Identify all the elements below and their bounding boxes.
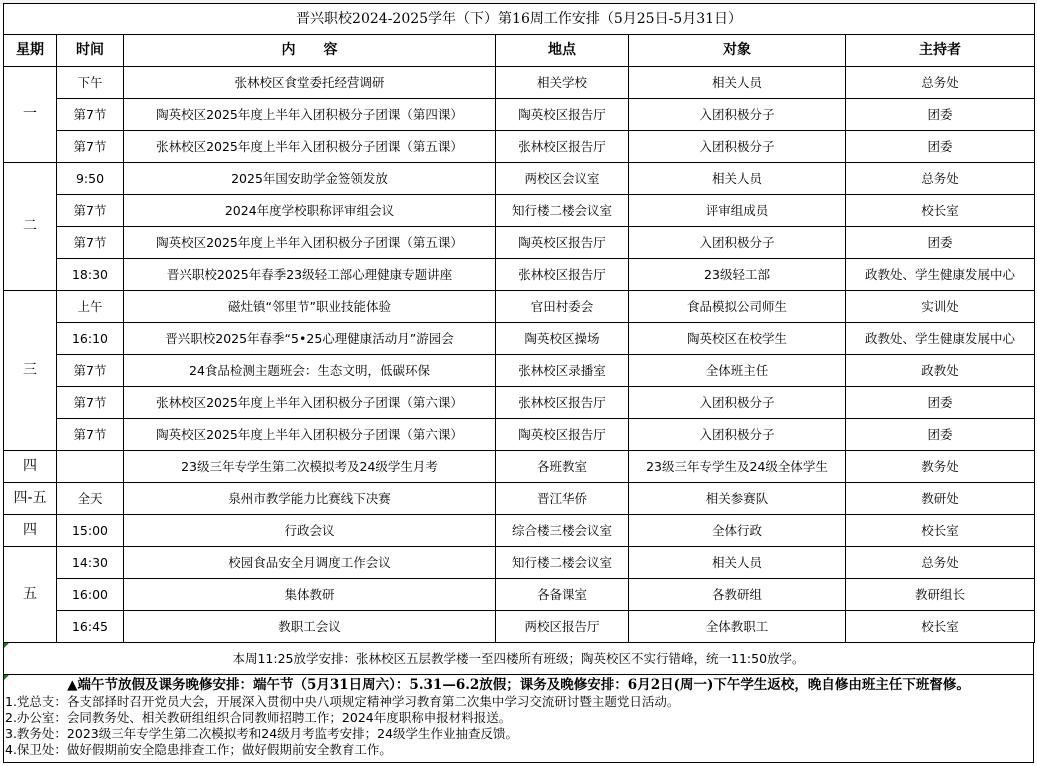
time-cell: 全天 xyxy=(57,483,124,515)
place-cell: 官田村委会 xyxy=(496,291,629,323)
place-cell: 各班教室 xyxy=(496,451,629,483)
host-cell: 团委 xyxy=(846,227,1035,259)
time-cell: 16:00 xyxy=(57,579,124,611)
time-cell: 第7节 xyxy=(57,227,124,259)
host-cell: 总务处 xyxy=(846,163,1035,195)
place-cell: 知行楼二楼会议室 xyxy=(496,195,629,227)
target-cell: 23级三年专学生及24级全体学生 xyxy=(629,451,846,483)
col-header-place: 地点 xyxy=(496,35,629,67)
time-cell: 9:50 xyxy=(57,163,124,195)
table-row xyxy=(4,259,1035,291)
table-row xyxy=(4,451,1035,483)
time-cell: 上午 xyxy=(57,291,124,323)
content-cell: 陶英校区2025年度上半年入团积极分子团课（第六课） xyxy=(124,419,496,451)
target-cell: 入团积极分子 xyxy=(629,131,846,163)
time-cell: 16:45 xyxy=(57,611,124,643)
target-cell: 相关人员 xyxy=(629,163,846,195)
content-cell: 2025年国安助学金签领发放 xyxy=(124,163,496,195)
place-cell: 陶英校区报告厅 xyxy=(496,227,629,259)
host-cell: 总务处 xyxy=(846,547,1035,579)
target-cell: 相关参赛队 xyxy=(629,483,846,515)
time-cell: 第7节 xyxy=(57,387,124,419)
content-cell: 2024年度学校职称评审组会议 xyxy=(124,195,496,227)
cell-comment-marker-icon xyxy=(4,675,9,680)
target-cell: 陶英校区在校学生 xyxy=(629,323,846,355)
day-cell: 五 xyxy=(4,547,57,643)
content-cell: 教职工会议 xyxy=(124,611,496,643)
target-cell: 入团积极分子 xyxy=(629,227,846,259)
host-cell: 总务处 xyxy=(846,67,1035,99)
place-cell: 知行楼二楼会议室 xyxy=(496,547,629,579)
target-cell: 相关人员 xyxy=(629,547,846,579)
target-cell: 评审组成员 xyxy=(629,195,846,227)
target-cell: 23级轻工部 xyxy=(629,259,846,291)
col-header-target: 对象 xyxy=(629,35,846,67)
content-cell: 行政会议 xyxy=(124,515,496,547)
host-cell: 政教处、学生健康发展中心 xyxy=(846,259,1035,291)
content-cell: 磁灶镇“邻里节”职业技能体验 xyxy=(124,291,496,323)
content-cell: 陶英校区2025年度上半年入团积极分子团课（第五课） xyxy=(124,227,496,259)
place-cell: 陶英校区报告厅 xyxy=(496,99,629,131)
department-item: 3.教务处：2023级三年专学生第二次模拟考和24级月考监考安排；24级学生作业抽查反馈。 xyxy=(5,726,519,741)
time-cell: 18:30 xyxy=(57,259,124,291)
place-cell: 陶英校区操场 xyxy=(496,323,629,355)
department-item: 1.党总支：各支部择时召开党员大会，开展深入贯彻中央八项规定精神学习教育第二次集中学习交流研讨暨主题党日活动。 xyxy=(5,694,680,709)
target-cell: 入团积极分子 xyxy=(629,99,846,131)
table-row xyxy=(4,99,1035,131)
place-cell: 两校区报告厅 xyxy=(496,611,629,643)
place-cell: 张林校区报告厅 xyxy=(496,131,629,163)
time-cell: 16:10 xyxy=(57,323,124,355)
place-cell: 两校区会议室 xyxy=(496,163,629,195)
content-cell: 晋兴职校2025年春季“5•25心理健康活动月”游园会 xyxy=(124,323,496,355)
department-item: 2.办公室：会同教务处、相关教研组组织合同教师招聘工作；2024年度职称申报材料报送。 xyxy=(5,710,512,725)
time-cell: 第7节 xyxy=(57,419,124,451)
place-cell: 综合楼三楼会议室 xyxy=(496,515,629,547)
col-header-host: 主持者 xyxy=(846,35,1035,67)
time-cell: 第7节 xyxy=(57,195,124,227)
host-cell: 团委 xyxy=(846,99,1035,131)
place-cell: 陶英校区报告厅 xyxy=(496,419,629,451)
table-row xyxy=(4,131,1035,163)
day-cell: 四 xyxy=(4,451,57,483)
host-cell: 校长室 xyxy=(846,195,1035,227)
time-cell: 14:30 xyxy=(57,547,124,579)
holiday-arrangement xyxy=(4,675,1033,694)
host-cell: 教务处 xyxy=(846,451,1035,483)
table-row xyxy=(4,67,1035,99)
host-cell: 政教处、学生健康发展中心 xyxy=(846,323,1035,355)
table-row xyxy=(4,387,1035,419)
content-cell: 集体教研 xyxy=(124,579,496,611)
page-title: 晋兴职校2024-2025学年（下）第16周工作安排（5月25日-5月31日） xyxy=(4,4,1035,35)
table-row xyxy=(4,195,1035,227)
host-cell: 团委 xyxy=(846,419,1035,451)
table-row xyxy=(4,291,1035,323)
place-cell: 张林校区报告厅 xyxy=(496,387,629,419)
table-row xyxy=(4,611,1035,643)
table-row xyxy=(4,163,1035,195)
content-cell: 陶英校区2025年度上半年入团积极分子团课（第四课） xyxy=(124,99,496,131)
content-cell: 张林校区2025年度上半年入团积极分子团课（第六课） xyxy=(124,387,496,419)
day-cell: 三 xyxy=(4,291,57,451)
target-cell: 全体班主任 xyxy=(629,355,846,387)
header-row xyxy=(4,35,1035,67)
host-cell: 校长室 xyxy=(846,515,1035,547)
place-cell: 晋江华侨 xyxy=(496,483,629,515)
content-cell: 23级三年专学生第二次模拟考及24级学生月考 xyxy=(124,451,496,483)
target-cell: 入团积极分子 xyxy=(629,419,846,451)
place-cell: 各备课室 xyxy=(496,579,629,611)
content-cell: 校园食品安全月调度工作会议 xyxy=(124,547,496,579)
table-row xyxy=(4,323,1035,355)
host-cell: 团委 xyxy=(846,387,1035,419)
place-cell: 张林校区录播室 xyxy=(496,355,629,387)
time-cell: 第7节 xyxy=(57,99,124,131)
content-cell: 24食品检测主题班会：生态文明，低碳环保 xyxy=(124,355,496,387)
host-cell: 校长室 xyxy=(846,611,1035,643)
content-cell: 张林校区2025年度上半年入团积极分子团课（第五课） xyxy=(124,131,496,163)
dismissal-notice xyxy=(4,643,1033,675)
col-header-content: 内 容 xyxy=(124,35,496,67)
time-cell: 下午 xyxy=(57,67,124,99)
host-cell: 政教处 xyxy=(846,355,1035,387)
time-cell: 15:00 xyxy=(57,515,124,547)
target-cell: 各教研组 xyxy=(629,579,846,611)
schedule-table xyxy=(3,3,1035,643)
time-cell: 第7节 xyxy=(57,355,124,387)
department-items xyxy=(4,694,1033,762)
table-row xyxy=(4,483,1035,515)
table-row xyxy=(4,547,1035,579)
target-cell: 相关人员 xyxy=(629,67,846,99)
table-row xyxy=(4,355,1035,387)
schedule-sheet xyxy=(3,3,1034,763)
content-cell: 晋兴职校2025年春季23级轻工部心理健康专题讲座 xyxy=(124,259,496,291)
target-cell: 食品模拟公司师生 xyxy=(629,291,846,323)
col-header-day: 星期 xyxy=(4,35,57,67)
time-cell: 第7节 xyxy=(57,131,124,163)
target-cell: 全体教职工 xyxy=(629,611,846,643)
table-row xyxy=(4,579,1035,611)
target-cell: 入团积极分子 xyxy=(629,387,846,419)
host-cell: 教研组长 xyxy=(846,579,1035,611)
day-cell: 四 xyxy=(4,515,57,547)
place-cell: 张林校区报告厅 xyxy=(496,259,629,291)
table-row xyxy=(4,419,1035,451)
host-cell: 教研处 xyxy=(846,483,1035,515)
notes-section xyxy=(3,643,1034,763)
holiday-arrangement-text: ▲端午节放假及课务晚修安排：端午节（5月31日周六）：5.31—6.2放假；课务及晚修安排：6月2日(周一)下午学生返校，晚自修由班主任下班督修。 xyxy=(67,677,970,693)
table-row xyxy=(4,515,1035,547)
content-cell: 泉州市教学能力比赛线下决赛 xyxy=(124,483,496,515)
day-cell: 一 xyxy=(4,67,57,163)
time-cell xyxy=(57,451,124,483)
host-cell: 实训处 xyxy=(846,291,1035,323)
host-cell: 团委 xyxy=(846,131,1035,163)
place-cell: 相关学校 xyxy=(496,67,629,99)
col-header-time: 时间 xyxy=(57,35,124,67)
table-row xyxy=(4,227,1035,259)
cell-comment-marker-icon xyxy=(4,643,9,648)
target-cell: 全体行政 xyxy=(629,515,846,547)
content-cell: 张林校区食堂委托经营调研 xyxy=(124,67,496,99)
day-cell: 四-五 xyxy=(4,483,57,515)
day-cell: 二 xyxy=(4,163,57,291)
department-item: 4.保卫处：做好假期前安全隐患排查工作；做好假期前安全教育工作。 xyxy=(5,742,392,757)
dismissal-notice-text: 本周11:25放学安排：张林校区五层教学楼一至四楼所有班级；陶英校区不实行错峰，统一11:50放学。 xyxy=(232,651,805,666)
